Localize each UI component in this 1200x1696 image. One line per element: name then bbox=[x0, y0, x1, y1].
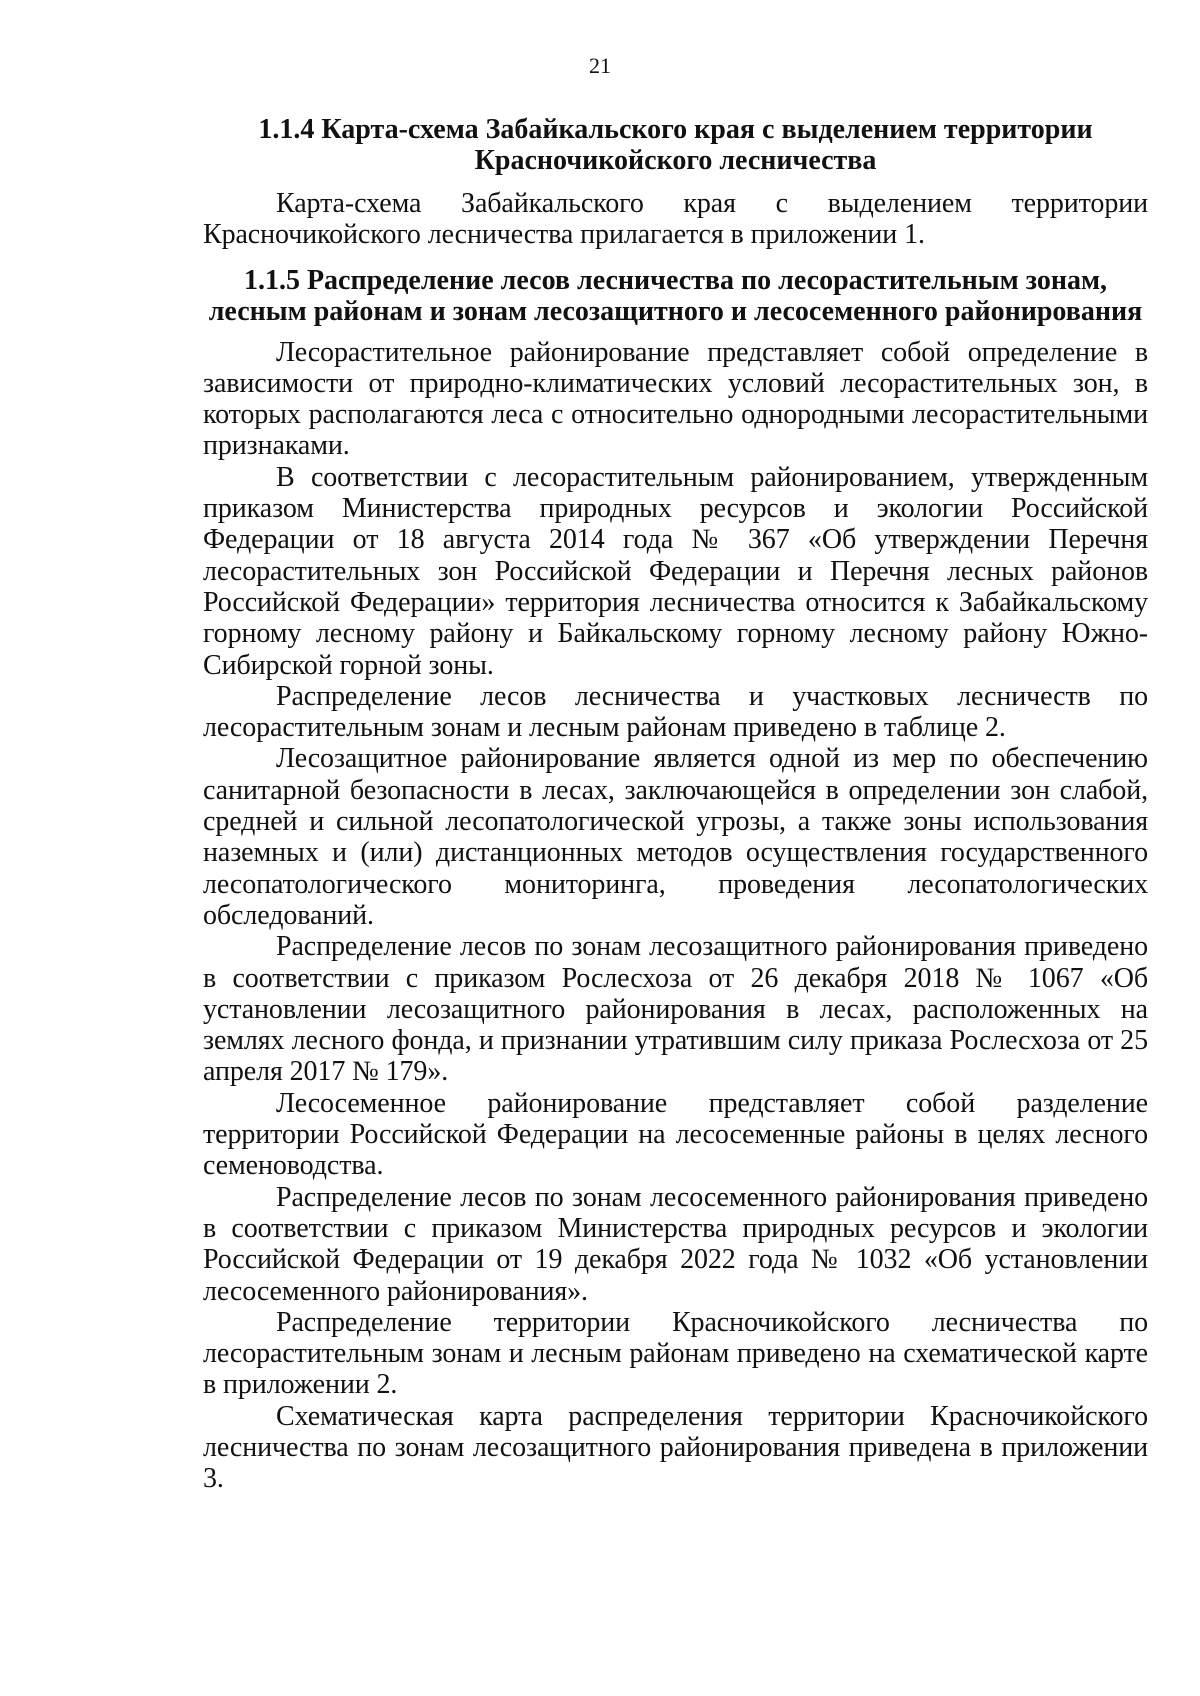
section-heading-line: 1.1.4 Карта-схема Забайкальского края с выделением территории bbox=[258, 114, 1093, 145]
paragraph: В соответствии с лесорастительным районированием, утвержденным приказом Министерства природных ресурсов и экологии Российской Федерации от 18 августа 2014 года № 367 «Об утверждении Перечня лесорастительных зон Российской Федерации и Перечня лесных районов Российской Федерации» территория лесничества относится к Забайкальскому горному лесному району и Байкальскому горному лесному району Южно-Сибирской горной зоны. bbox=[203, 461, 1148, 681]
paragraph: Карта-схема Забайкальского края с выделением территории Красночикойского лесничества прилагается в приложении 1. bbox=[203, 188, 1148, 251]
paragraph: Распределение лесов по зонам лесозащитного районирования приведено в соответствии с приказом Рослесхоза от 26 декабря 2018 № 1067 «Об установлении лесозащитного районирования в лесах, расположенных на землях лесного фонда, и признании утратившим силу приказа Рослесхоза от 25 апреля 2017 № 179». bbox=[203, 931, 1148, 1088]
section-heading-1-1-4 bbox=[203, 114, 1148, 176]
paragraph: Лесорастительное районирование представляет собой определение в зависимости от природно-климатических условий лесорастительных зон, в которых располагаются леса с относительно однородными лесорастительными признаками. bbox=[203, 336, 1148, 462]
paragraph: Распределение лесов лесничества и участковых лесничеств по лесорастительным зонам и лесным районам приведено в таблице 2. bbox=[203, 680, 1148, 744]
section-heading-line: лесным районам и зонам лесозащитного и лесосеменного районирования bbox=[208, 295, 1143, 327]
section-heading-1-1-5 bbox=[203, 265, 1148, 327]
paragraph: Схематическая карта распределения территории Красночикойского лесничества по зонам лесозащитного районирования приведена в приложении 3. bbox=[203, 1400, 1148, 1495]
page-number: 21 bbox=[589, 53, 611, 78]
paragraph: Лесосеменное районирование представляет собой разделение территории Российской Федерации на лесосеменные районы в целях лесного семеноводства. bbox=[203, 1087, 1148, 1182]
paragraph: Лесозащитное районирование является одной из мер по обеспечению санитарной безопасности в лесах, заключающейся в определении зон слабой, средней и сильной лесопатологической угрозы, а также зоны использования наземных и (или) дистанционных методов осуществления государственного лесопатологического мониторинга, проведения лесопатологических обследований. bbox=[203, 743, 1148, 931]
paragraph: Распределение территории Красночикойского лесничества по лесорастительным зонам и лесным районам приведено на схематической карте в приложении 2. bbox=[203, 1306, 1148, 1401]
page-content bbox=[203, 114, 1148, 1495]
paragraph: Распределение лесов по зонам лесосеменного районирования приведено в соответствии с приказом Министерства природных ресурсов и экологии Российской Федерации от 19 декабря 2022 года № 1032 «Об установлении лесосеменного районирования». bbox=[203, 1181, 1148, 1307]
section-heading-line: 1.1.5 Распределение лесов лесничества по лесорастительным зонам, bbox=[243, 264, 1108, 296]
section-heading-line: Красночикойского лесничества bbox=[474, 145, 877, 176]
